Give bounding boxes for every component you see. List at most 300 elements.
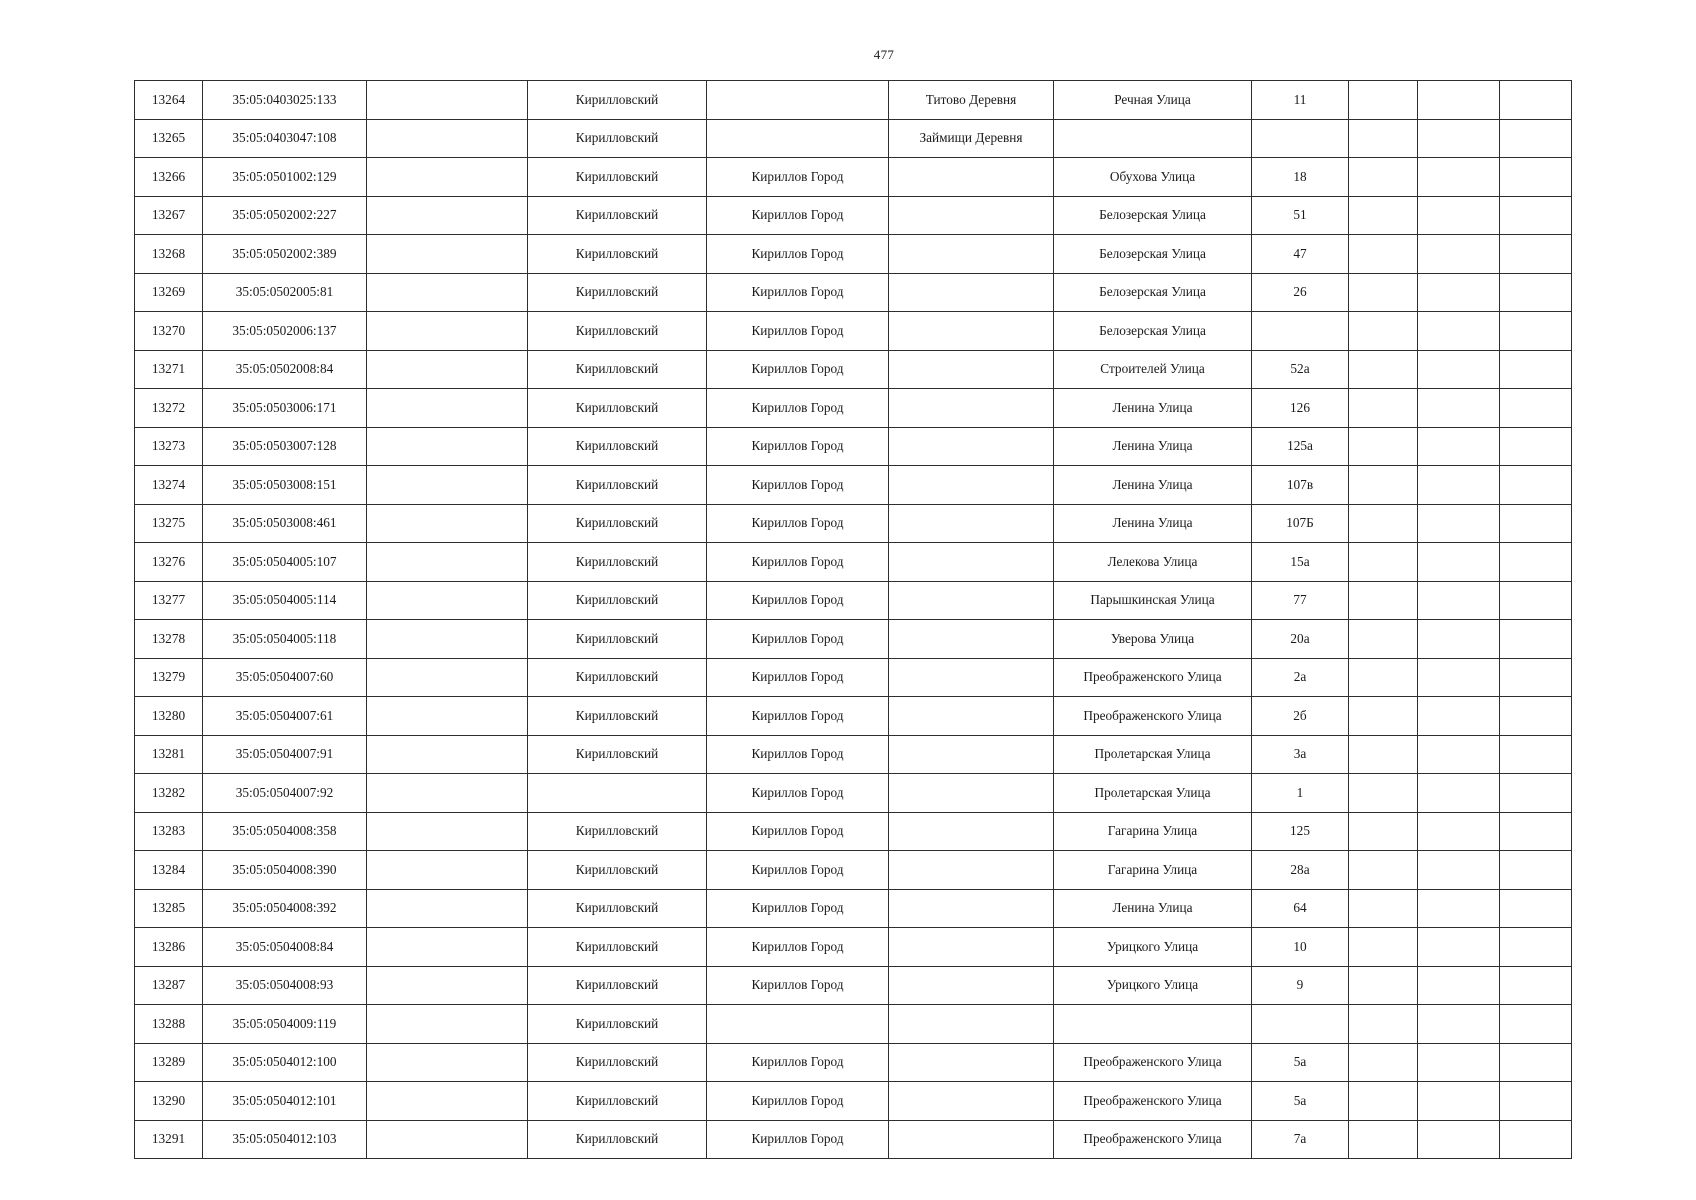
cell-empty [367,1005,528,1044]
cell-street: Обухова Улица [1054,158,1252,197]
cell-extra-3 [1500,504,1572,543]
cell-row-number: 13266 [135,158,203,197]
cell-street: Ленина Улица [1054,889,1252,928]
cell-street: Белозерская Улица [1054,196,1252,235]
table-row [135,504,1572,543]
table-row [135,620,1572,659]
cell-district: Кирилловский [528,735,707,774]
cell-house-number: 5а [1252,1043,1349,1082]
cell-extra-2 [1418,273,1500,312]
cell-empty [367,350,528,389]
cell-cadastral-number: 35:05:0504007:61 [203,697,367,736]
cell-extra-1 [1349,735,1418,774]
cell-extra-3 [1500,1120,1572,1159]
cell-settlement [889,1043,1054,1082]
cell-district: Кирилловский [528,1005,707,1044]
cell-city: Кириллов Город [707,273,889,312]
cell-extra-3 [1500,312,1572,351]
table-row [135,312,1572,351]
cell-extra-1 [1349,158,1418,197]
cell-settlement [889,504,1054,543]
cell-street: Пролетарская Улица [1054,735,1252,774]
cell-street: Белозерская Улица [1054,312,1252,351]
cell-extra-3 [1500,235,1572,274]
cell-extra-3 [1500,350,1572,389]
cell-city: Кириллов Город [707,196,889,235]
cell-cadastral-number: 35:05:0501002:129 [203,158,367,197]
cell-street: Пролетарская Улица [1054,774,1252,813]
cell-extra-2 [1418,1082,1500,1121]
cell-street: Преображенского Улица [1054,1043,1252,1082]
cell-cadastral-number: 35:05:0504007:91 [203,735,367,774]
cell-cadastral-number: 35:05:0504008:93 [203,966,367,1005]
cell-empty [367,427,528,466]
cell-extra-2 [1418,735,1500,774]
cell-extra-3 [1500,119,1572,158]
table-row [135,196,1572,235]
cell-row-number: 13273 [135,427,203,466]
cell-settlement [889,928,1054,967]
cell-extra-2 [1418,851,1500,890]
cell-house-number: 64 [1252,889,1349,928]
cell-row-number: 13274 [135,466,203,505]
cell-extra-2 [1418,658,1500,697]
cell-settlement [889,735,1054,774]
cell-city [707,1005,889,1044]
cell-street: Белозерская Улица [1054,273,1252,312]
cell-extra-2 [1418,119,1500,158]
cell-settlement [889,812,1054,851]
cell-row-number: 13277 [135,581,203,620]
cell-extra-3 [1500,966,1572,1005]
cell-district: Кирилловский [528,158,707,197]
cell-street: Лелекова Улица [1054,543,1252,582]
cell-empty [367,119,528,158]
cell-settlement [889,774,1054,813]
cell-city: Кириллов Город [707,158,889,197]
cell-empty [367,1082,528,1121]
cell-district: Кирилловский [528,851,707,890]
cell-extra-1 [1349,504,1418,543]
cell-street: Строителей Улица [1054,350,1252,389]
cell-house-number: 10 [1252,928,1349,967]
cell-house-number: 52а [1252,350,1349,389]
cell-extra-3 [1500,543,1572,582]
cell-house-number: 28а [1252,851,1349,890]
cell-city: Кириллов Город [707,581,889,620]
cell-street [1054,1005,1252,1044]
cell-extra-2 [1418,966,1500,1005]
cell-city: Кириллов Город [707,1120,889,1159]
cell-district: Кирилловский [528,119,707,158]
cell-street: Урицкого Улица [1054,928,1252,967]
cell-extra-1 [1349,312,1418,351]
cell-extra-2 [1418,620,1500,659]
table-row [135,581,1572,620]
cell-cadastral-number: 35:05:0503007:128 [203,427,367,466]
cell-empty [367,966,528,1005]
cell-settlement [889,889,1054,928]
table-row [135,350,1572,389]
cell-row-number: 13280 [135,697,203,736]
cell-extra-3 [1500,1043,1572,1082]
table-row [135,697,1572,736]
table-row [135,1120,1572,1159]
cell-city: Кириллов Город [707,966,889,1005]
cell-house-number [1252,312,1349,351]
cell-street: Ленина Улица [1054,389,1252,428]
cell-house-number: 3а [1252,735,1349,774]
cell-cadastral-number: 35:05:0502002:227 [203,196,367,235]
cell-settlement [889,851,1054,890]
cell-city: Кириллов Город [707,774,889,813]
cell-settlement [889,196,1054,235]
cell-extra-1 [1349,235,1418,274]
cell-settlement [889,350,1054,389]
cell-street: Ленина Улица [1054,466,1252,505]
cell-empty [367,543,528,582]
cell-empty [367,235,528,274]
cell-extra-2 [1418,427,1500,466]
cell-city: Кириллов Город [707,350,889,389]
cell-row-number: 13268 [135,235,203,274]
table-row [135,658,1572,697]
cell-house-number: 20а [1252,620,1349,659]
cell-city: Кириллов Город [707,1043,889,1082]
cell-empty [367,1043,528,1082]
cell-extra-3 [1500,1005,1572,1044]
cell-cadastral-number: 35:05:0504008:358 [203,812,367,851]
cell-cadastral-number: 35:05:0504007:60 [203,658,367,697]
cell-street: Парышкинская Улица [1054,581,1252,620]
cell-city: Кириллов Город [707,312,889,351]
table-row [135,389,1572,428]
cell-extra-1 [1349,889,1418,928]
table-row [135,119,1572,158]
cell-street: Белозерская Улица [1054,235,1252,274]
cell-house-number: 2а [1252,658,1349,697]
cell-street: Преображенского Улица [1054,697,1252,736]
cell-extra-1 [1349,196,1418,235]
cell-empty [367,697,528,736]
cell-cadastral-number: 35:05:0504008:84 [203,928,367,967]
cell-house-number: 125 [1252,812,1349,851]
table-row [135,889,1572,928]
cell-cadastral-number: 35:05:0403047:108 [203,119,367,158]
cell-district: Кирилловский [528,658,707,697]
table-row [135,235,1572,274]
cell-house-number: 11 [1252,81,1349,120]
cell-house-number: 2б [1252,697,1349,736]
cell-house-number: 107Б [1252,504,1349,543]
cell-cadastral-number: 35:05:0504005:118 [203,620,367,659]
cell-extra-1 [1349,389,1418,428]
cell-settlement [889,1005,1054,1044]
cell-row-number: 13271 [135,350,203,389]
cell-cadastral-number: 35:05:0504012:101 [203,1082,367,1121]
cell-cadastral-number: 35:05:0502008:84 [203,350,367,389]
cell-house-number: 77 [1252,581,1349,620]
cell-district: Кирилловский [528,389,707,428]
cell-extra-1 [1349,1043,1418,1082]
cell-settlement [889,466,1054,505]
cell-street: Гагарина Улица [1054,812,1252,851]
cell-house-number: 51 [1252,196,1349,235]
cell-empty [367,273,528,312]
cell-city: Кириллов Город [707,620,889,659]
cell-extra-3 [1500,620,1572,659]
cell-settlement [889,273,1054,312]
cell-extra-2 [1418,158,1500,197]
cell-district: Кирилловский [528,466,707,505]
table-row [135,851,1572,890]
cell-row-number: 13281 [135,735,203,774]
cell-empty [367,389,528,428]
cell-settlement: Займищи Деревня [889,119,1054,158]
table-row [135,466,1572,505]
cell-district: Кирилловский [528,1082,707,1121]
cell-district: Кирилловский [528,350,707,389]
cell-empty [367,581,528,620]
cell-extra-2 [1418,774,1500,813]
cell-row-number: 13272 [135,389,203,428]
cell-empty [367,312,528,351]
table-row [135,812,1572,851]
cell-house-number: 9 [1252,966,1349,1005]
cell-extra-1 [1349,774,1418,813]
cell-row-number: 13264 [135,81,203,120]
cell-extra-1 [1349,466,1418,505]
cell-empty [367,620,528,659]
cell-district: Кирилловский [528,273,707,312]
cell-extra-2 [1418,1005,1500,1044]
cell-extra-3 [1500,1082,1572,1121]
cell-cadastral-number: 35:05:0502006:137 [203,312,367,351]
cell-city: Кириллов Город [707,658,889,697]
cell-empty [367,812,528,851]
table-row [135,81,1572,120]
cell-extra-2 [1418,889,1500,928]
cell-district: Кирилловский [528,1043,707,1082]
cell-cadastral-number: 35:05:0503008:151 [203,466,367,505]
cell-empty [367,928,528,967]
cell-extra-1 [1349,1082,1418,1121]
cell-extra-2 [1418,504,1500,543]
cell-district: Кирилловский [528,196,707,235]
cell-row-number: 13269 [135,273,203,312]
cell-street: Гагарина Улица [1054,851,1252,890]
cell-cadastral-number: 35:05:0504005:114 [203,581,367,620]
cell-cadastral-number: 35:05:0502005:81 [203,273,367,312]
cell-extra-1 [1349,350,1418,389]
cell-district: Кирилловский [528,427,707,466]
table-row [135,1082,1572,1121]
cell-house-number: 18 [1252,158,1349,197]
cell-extra-1 [1349,966,1418,1005]
cell-extra-1 [1349,427,1418,466]
cell-settlement [889,235,1054,274]
cell-settlement [889,966,1054,1005]
table-row [135,928,1572,967]
cell-settlement [889,427,1054,466]
cell-house-number: 47 [1252,235,1349,274]
table-row [135,273,1572,312]
cell-extra-2 [1418,543,1500,582]
cell-city: Кириллов Город [707,427,889,466]
cell-extra-3 [1500,658,1572,697]
cell-city: Кириллов Город [707,543,889,582]
cell-extra-3 [1500,851,1572,890]
cell-extra-3 [1500,774,1572,813]
cell-district: Кирилловский [528,581,707,620]
cell-empty [367,774,528,813]
cell-extra-3 [1500,389,1572,428]
cell-house-number: 107в [1252,466,1349,505]
cell-row-number: 13289 [135,1043,203,1082]
cell-extra-3 [1500,427,1572,466]
cell-street [1054,119,1252,158]
cell-district [528,774,707,813]
cell-district: Кирилловский [528,812,707,851]
cell-row-number: 13283 [135,812,203,851]
cell-cadastral-number: 35:05:0504009:119 [203,1005,367,1044]
cell-extra-3 [1500,735,1572,774]
cell-street: Преображенского Улица [1054,1120,1252,1159]
cell-extra-2 [1418,697,1500,736]
cell-extra-2 [1418,1120,1500,1159]
cell-city: Кириллов Город [707,928,889,967]
cell-row-number: 13290 [135,1082,203,1121]
cell-house-number: 5а [1252,1082,1349,1121]
table-row [135,1005,1572,1044]
cell-extra-1 [1349,851,1418,890]
cell-extra-3 [1500,889,1572,928]
cell-cadastral-number: 35:05:0504005:107 [203,543,367,582]
cell-empty [367,889,528,928]
cell-cadastral-number: 35:05:0504008:392 [203,889,367,928]
cell-cadastral-number: 35:05:0504008:390 [203,851,367,890]
cell-cadastral-number: 35:05:0504012:100 [203,1043,367,1082]
cell-extra-1 [1349,581,1418,620]
cell-house-number: 126 [1252,389,1349,428]
cell-extra-1 [1349,81,1418,120]
cell-street: Речная Улица [1054,81,1252,120]
cell-settlement [889,312,1054,351]
cell-extra-2 [1418,1043,1500,1082]
cell-extra-3 [1500,581,1572,620]
table-row [135,774,1572,813]
cell-extra-2 [1418,466,1500,505]
cell-extra-1 [1349,1120,1418,1159]
cell-city: Кириллов Город [707,504,889,543]
cell-cadastral-number: 35:05:0503006:171 [203,389,367,428]
cell-street: Уверова Улица [1054,620,1252,659]
cell-extra-1 [1349,812,1418,851]
cell-settlement [889,697,1054,736]
cell-street: Ленина Улица [1054,427,1252,466]
cell-street: Ленина Улица [1054,504,1252,543]
cell-empty [367,851,528,890]
cell-extra-2 [1418,812,1500,851]
cell-district: Кирилловский [528,966,707,1005]
cell-extra-2 [1418,581,1500,620]
cell-extra-2 [1418,389,1500,428]
cell-row-number: 13286 [135,928,203,967]
cell-city: Кириллов Город [707,235,889,274]
cell-city: Кириллов Город [707,812,889,851]
cell-empty [367,466,528,505]
cell-extra-3 [1500,812,1572,851]
cell-district: Кирилловский [528,889,707,928]
cell-extra-1 [1349,119,1418,158]
cell-settlement [889,543,1054,582]
cell-empty [367,81,528,120]
cell-house-number [1252,119,1349,158]
cell-city: Кириллов Город [707,466,889,505]
cell-row-number: 13279 [135,658,203,697]
cell-extra-2 [1418,196,1500,235]
cell-empty [367,1120,528,1159]
cell-extra-3 [1500,273,1572,312]
cell-extra-3 [1500,466,1572,505]
cell-city [707,119,889,158]
cell-extra-2 [1418,235,1500,274]
cell-cadastral-number: 35:05:0504007:92 [203,774,367,813]
cell-district: Кирилловский [528,235,707,274]
cell-city: Кириллов Город [707,851,889,890]
table-row [135,158,1572,197]
cell-extra-3 [1500,697,1572,736]
cell-house-number: 15а [1252,543,1349,582]
cell-city: Кириллов Город [707,697,889,736]
cell-extra-3 [1500,81,1572,120]
cell-settlement: Титово Деревня [889,81,1054,120]
cell-settlement [889,658,1054,697]
cell-extra-1 [1349,1005,1418,1044]
cell-street: Урицкого Улица [1054,966,1252,1005]
cell-house-number: 125а [1252,427,1349,466]
cell-extra-1 [1349,697,1418,736]
cell-extra-2 [1418,312,1500,351]
cell-district: Кирилловский [528,312,707,351]
cell-extra-1 [1349,620,1418,659]
cell-cadastral-number: 35:05:0403025:133 [203,81,367,120]
cell-row-number: 13291 [135,1120,203,1159]
cell-row-number: 13282 [135,774,203,813]
cell-street: Преображенского Улица [1054,658,1252,697]
cell-house-number [1252,1005,1349,1044]
cell-extra-3 [1500,196,1572,235]
table-row [135,1043,1572,1082]
cell-row-number: 13267 [135,196,203,235]
cell-row-number: 13285 [135,889,203,928]
cell-row-number: 13288 [135,1005,203,1044]
cell-extra-1 [1349,658,1418,697]
cell-district: Кирилловский [528,1120,707,1159]
cell-extra-1 [1349,928,1418,967]
cell-empty [367,504,528,543]
cell-empty [367,196,528,235]
cell-district: Кирилловский [528,81,707,120]
cell-empty [367,735,528,774]
cell-house-number: 1 [1252,774,1349,813]
cell-house-number: 26 [1252,273,1349,312]
cell-district: Кирилловский [528,543,707,582]
cell-extra-3 [1500,158,1572,197]
cell-district: Кирилловский [528,928,707,967]
cell-city: Кириллов Город [707,889,889,928]
table-row [135,735,1572,774]
